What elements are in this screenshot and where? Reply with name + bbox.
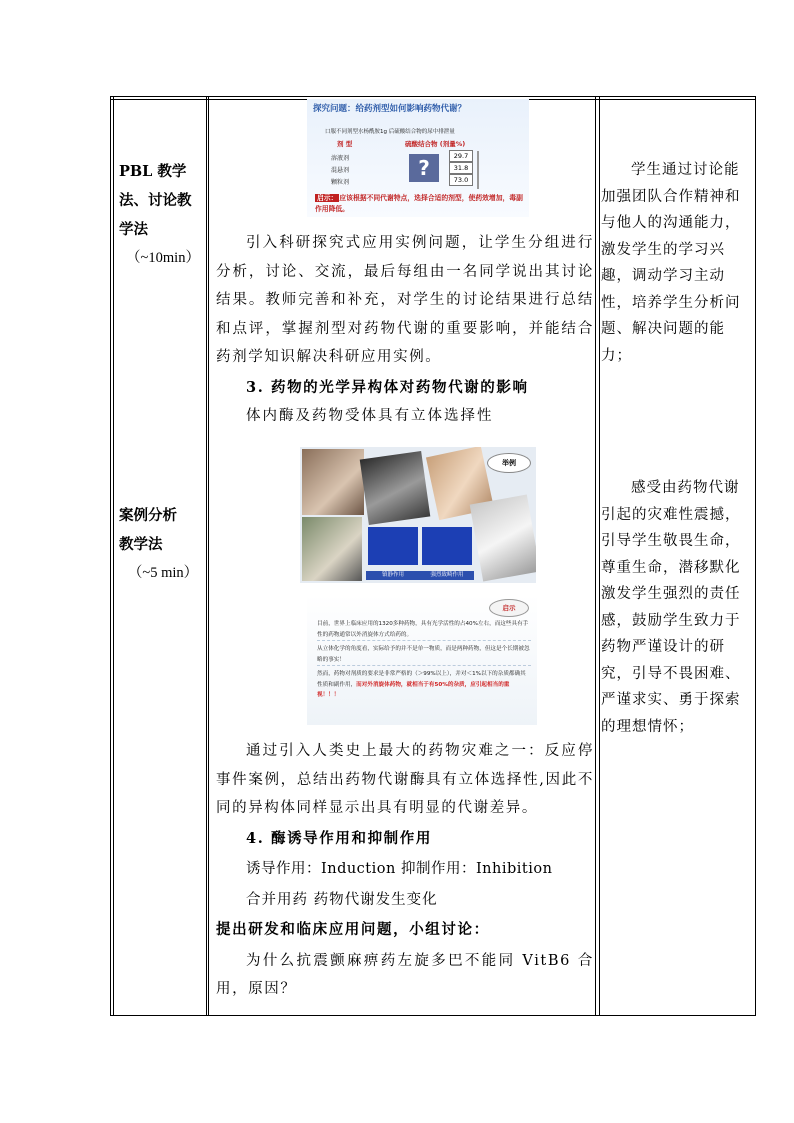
slide3-line-a: 然而，药物对剂质的要求是非常严格的（＞99%以上），并对＜1%以下的杂质都确其性质和副作用， (317, 671, 526, 688)
molecule-left-icon (368, 527, 418, 565)
table-left-inner-line (113, 97, 114, 1015)
molecule-caption: 强烈致畸作用 (420, 571, 474, 580)
slide-row-name: 溶液剂 (331, 155, 350, 162)
slide3-text (317, 619, 531, 701)
slide-row-name: 颗粒剂 (331, 179, 350, 186)
slide-chirality-hint (307, 595, 537, 725)
method-line: 案例分析 (119, 507, 177, 524)
goal-text-1: 学生通过讨论能加强团队合作精神和与他人的沟通能力，激发学生的学习兴趣，调动学习主动性，培养学生分析问题、解决问题的能力； (601, 162, 741, 364)
photo-boy-icon (360, 451, 431, 525)
method-time: （~10min） (126, 250, 200, 266)
example-badge: 举例 (487, 453, 531, 473)
question-mark-icon: ? (409, 154, 439, 182)
discussion-question: 为什么抗震颤麻痹药左旋多巴不能同 VitB6 合用，原因？ (216, 952, 594, 997)
molecule-right-icon (422, 527, 472, 565)
slide-row-value: 31.8 (449, 162, 473, 174)
discussion-prompt: 提出研发和临床应用问题，小组讨论： (216, 921, 490, 938)
hint-badge: 启示 (489, 599, 529, 617)
slide3-line: 目前，世界上临床应用的1320多种药物，具有光学活性的占40%左右，而这些具有手性的药物通常以外消旋体方式给药的。 (317, 619, 531, 641)
photo-wheelchair-icon (302, 517, 362, 581)
goal-text-2: 感受由药物代谢引起的灾难性震撼，引导学生敬畏生命，尊重生命，潜移默化激发学生强烈的责任感，鼓励学生致力于药物严谨设计的研究，引导不畏困难、严谨求实、勇于探索的理想情怀； (601, 480, 741, 735)
hint-text: 应该根据不同代谢特点，选择合适的剂型，使药效增加，毒副作用降低。 (315, 194, 523, 213)
section4-line2: 合并用药 药物代谢发生变化 (246, 891, 438, 908)
photo-infant-icon (470, 495, 536, 582)
method-line: 法、讨论教 (119, 192, 192, 209)
method-time: （~5 min） (127, 565, 199, 581)
column-divider-2b (599, 97, 600, 1015)
slide-title: 探究问题：给药剂型如何影响药物代谢？ (313, 104, 467, 114)
method-case (119, 501, 207, 588)
slide-subtitle: 口服不同剂型水杨酰胺1g 后硫酸结合物的尿中排泄量 (325, 129, 455, 135)
content-column (216, 229, 594, 431)
slide-row-name: 混悬剂 (331, 167, 350, 174)
slide-row-value: 29.7 (449, 150, 473, 162)
method-line: PBL 教学 (119, 163, 187, 180)
content-column-2 (216, 737, 594, 1004)
section-heading-4: 4. 酶诱导作用和抑制作用 (246, 829, 432, 847)
slide-arrow-icon (477, 151, 479, 189)
slide3-line: 从立体化学的角度看，实际给予的并不是单一物质，而是两种药物，但这是个长期被忽略的事实！ (317, 644, 531, 666)
column-divider-2 (595, 97, 596, 1015)
paragraph-pbl: 引入科研探究式应用实例问题，让学生分组进行分析，讨论、交流，最后每组由一名同学说出其讨论结果。教师完善和补充，对学生的讨论结果进行总结和点评，掌握剂型对药物代谢的重要影响，并能结合药剂学知识解决科研应用实例。 (216, 235, 594, 365)
section4-line1: 诱导作用：Induction 抑制作用：Inhibition (246, 861, 553, 877)
lesson-plan-table (110, 96, 756, 1016)
method-line: 教学法 (119, 536, 163, 553)
slide-dosage-form (307, 99, 529, 217)
slide-row-value: 73.0 (449, 174, 473, 186)
hint-label: 启示： (317, 194, 338, 202)
slide3-line (317, 669, 531, 701)
slide3-line-b: 而对外消旋体药物，就相当于有50%的杂质，应引起相当的重视！！！ (317, 681, 510, 698)
section3-line1: 体内酶及药物受体具有立体选择性 (246, 408, 494, 424)
photo-woman-icon (302, 449, 364, 515)
paragraph-case: 通过引入人类史上最大的药物灾难之一：反应停事件案例，总结出药物代谢酶具有立体选择性,因此不同的异构体同样显示出具有明显的代谢差异。 (216, 743, 594, 816)
slide-col-header: 剂 型 (337, 140, 353, 148)
slide-col-header: 硫酸结合物 (剂量%) (405, 140, 466, 148)
molecule-caption: 镇静作用 (366, 571, 420, 580)
slide-hint (315, 193, 525, 215)
method-line: 学法 (119, 221, 148, 238)
slide-thalidomide-photos (300, 447, 536, 583)
method-pbl (119, 157, 207, 273)
section-heading-3: 3. 药物的光学异构体对药物代谢的影响 (246, 378, 529, 396)
